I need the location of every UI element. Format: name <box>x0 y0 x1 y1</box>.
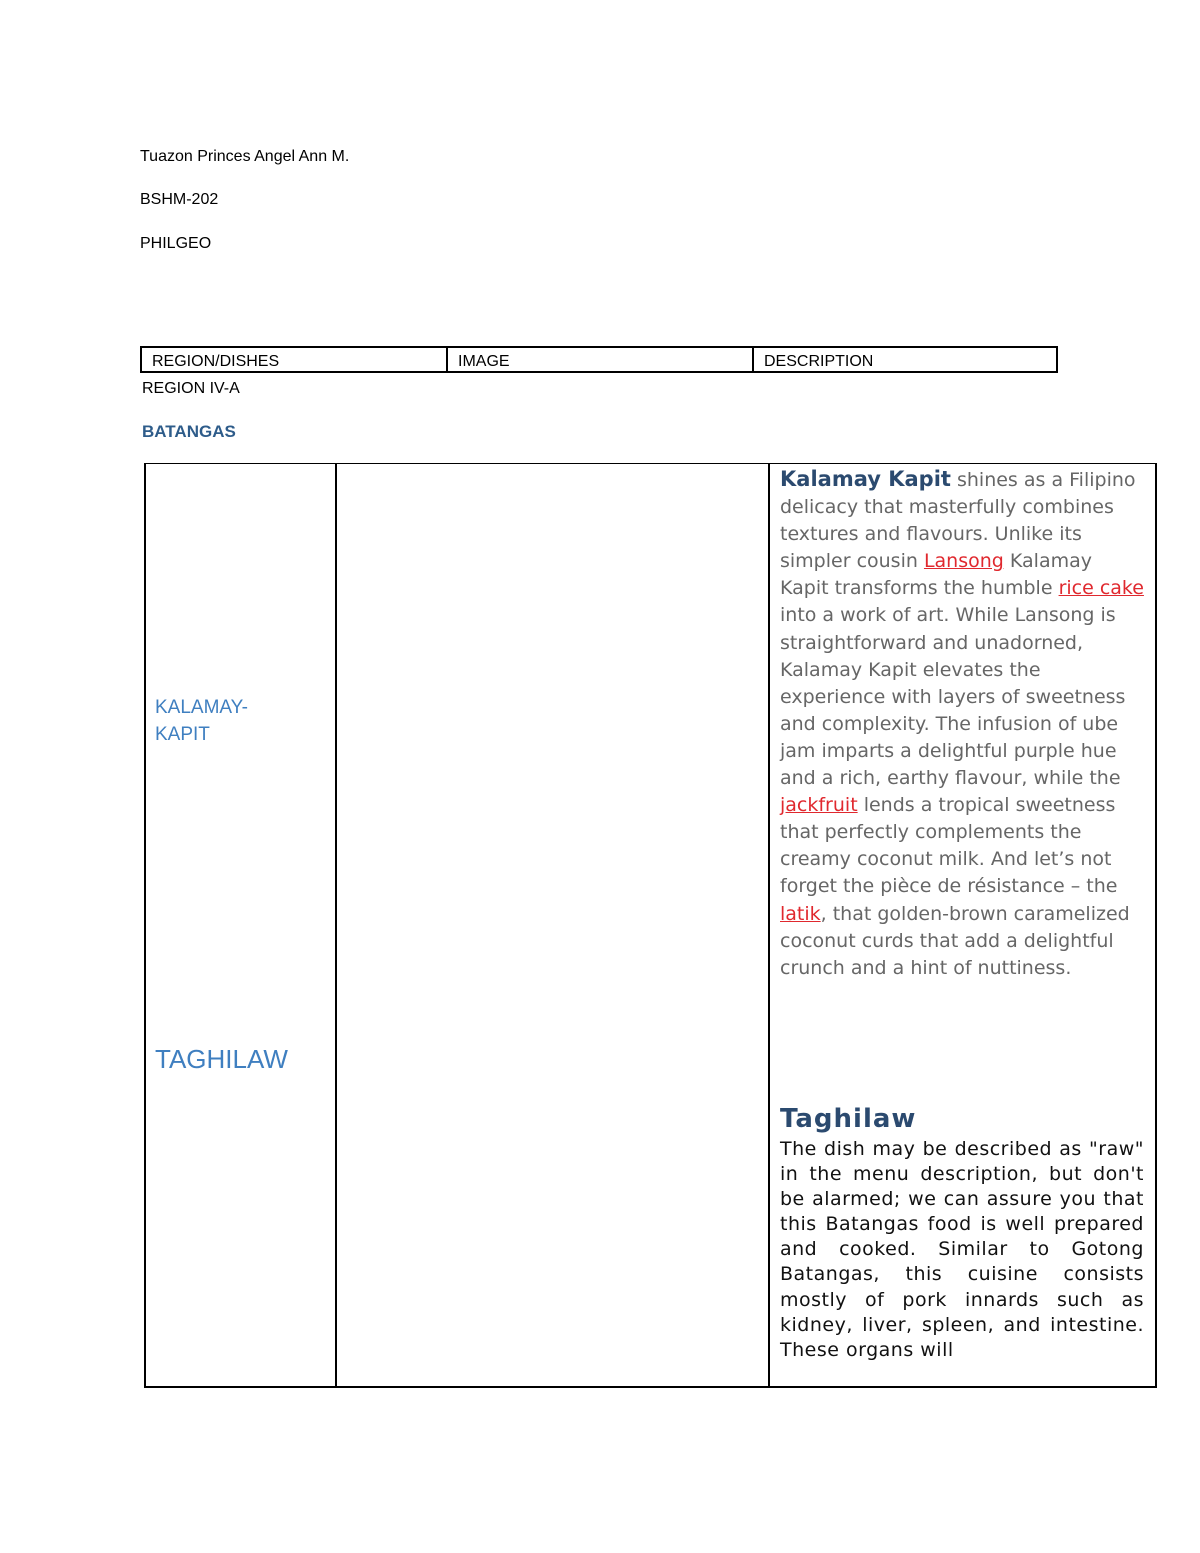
desc-text: lends a tropical sweetness that perfectly complements the creamy coconut milk. And let’s not forget the pièce de résistance – the <box>780 794 1118 898</box>
section-code: BSHM-202 <box>140 191 219 208</box>
table-col-border <box>768 463 770 1388</box>
header-table <box>140 346 1058 373</box>
desc-text: Kalamay Kapit transforms the humble <box>780 550 1092 600</box>
province-heading: BATANGAS <box>142 422 236 441</box>
dish-name-line: KALAMAY- <box>155 697 248 718</box>
dish-taghilaw: TAGHILAW <box>155 1044 288 1074</box>
taghilaw-description: The dish may be described as "raw" in the menu description, but don't be alarmed; we can assure you that this Batangas food is well prepared and cooked. Similar to Gotong Batangas, this cuisine consists mostly of pork innards such as kidney, liver, spleen, and intestine. These organs will <box>780 1138 1144 1361</box>
table-col-border <box>144 463 146 1388</box>
table-col-border <box>1155 463 1157 1388</box>
table-col-border <box>335 463 337 1388</box>
kalamay-lead: Kalamay Kapit <box>780 467 951 491</box>
desc-text: , that golden-brown caramelized coconut curds that add a delightful crunch and a hint of nuttiness. <box>780 902 1130 979</box>
lansong-link[interactable]: Lansong <box>923 550 1004 573</box>
table-top-border <box>144 463 1157 464</box>
table-bottom-border <box>144 1386 1157 1388</box>
header-col-description: DESCRIPTION <box>764 353 874 370</box>
subject-code: PHILGEO <box>140 235 212 252</box>
dish-name-line: KAPIT <box>155 724 210 745</box>
rice-cake-link[interactable]: rice cake <box>1058 577 1144 600</box>
header-col-image: IMAGE <box>448 348 754 371</box>
desc-text: shines as a Filipino delicacy that masterfully combines textures and flavours. Unlike its simpler cousin <box>780 469 1136 573</box>
dish-kalamay-kapit <box>155 694 248 748</box>
taghilaw-title: Taghilaw <box>780 1104 917 1134</box>
jackfruit-link[interactable]: jackfruit <box>780 794 858 817</box>
student-name: Tuazon Princes Angel Ann M. <box>140 148 350 165</box>
kalamay-description <box>780 466 1145 982</box>
latik-link[interactable]: latik <box>780 902 821 925</box>
header-col-region: REGION/DISHES <box>142 348 448 371</box>
region-label: REGION IV-A <box>142 380 240 397</box>
desc-text: into a work of art. While Lansong is straightforward and unadorned, Kalamay Kapit elevates the experience with layers of sweetness and complexity. The infusion of ube jam imparts a delightful purple hue and a rich, earthy flavour, while the <box>780 604 1126 790</box>
